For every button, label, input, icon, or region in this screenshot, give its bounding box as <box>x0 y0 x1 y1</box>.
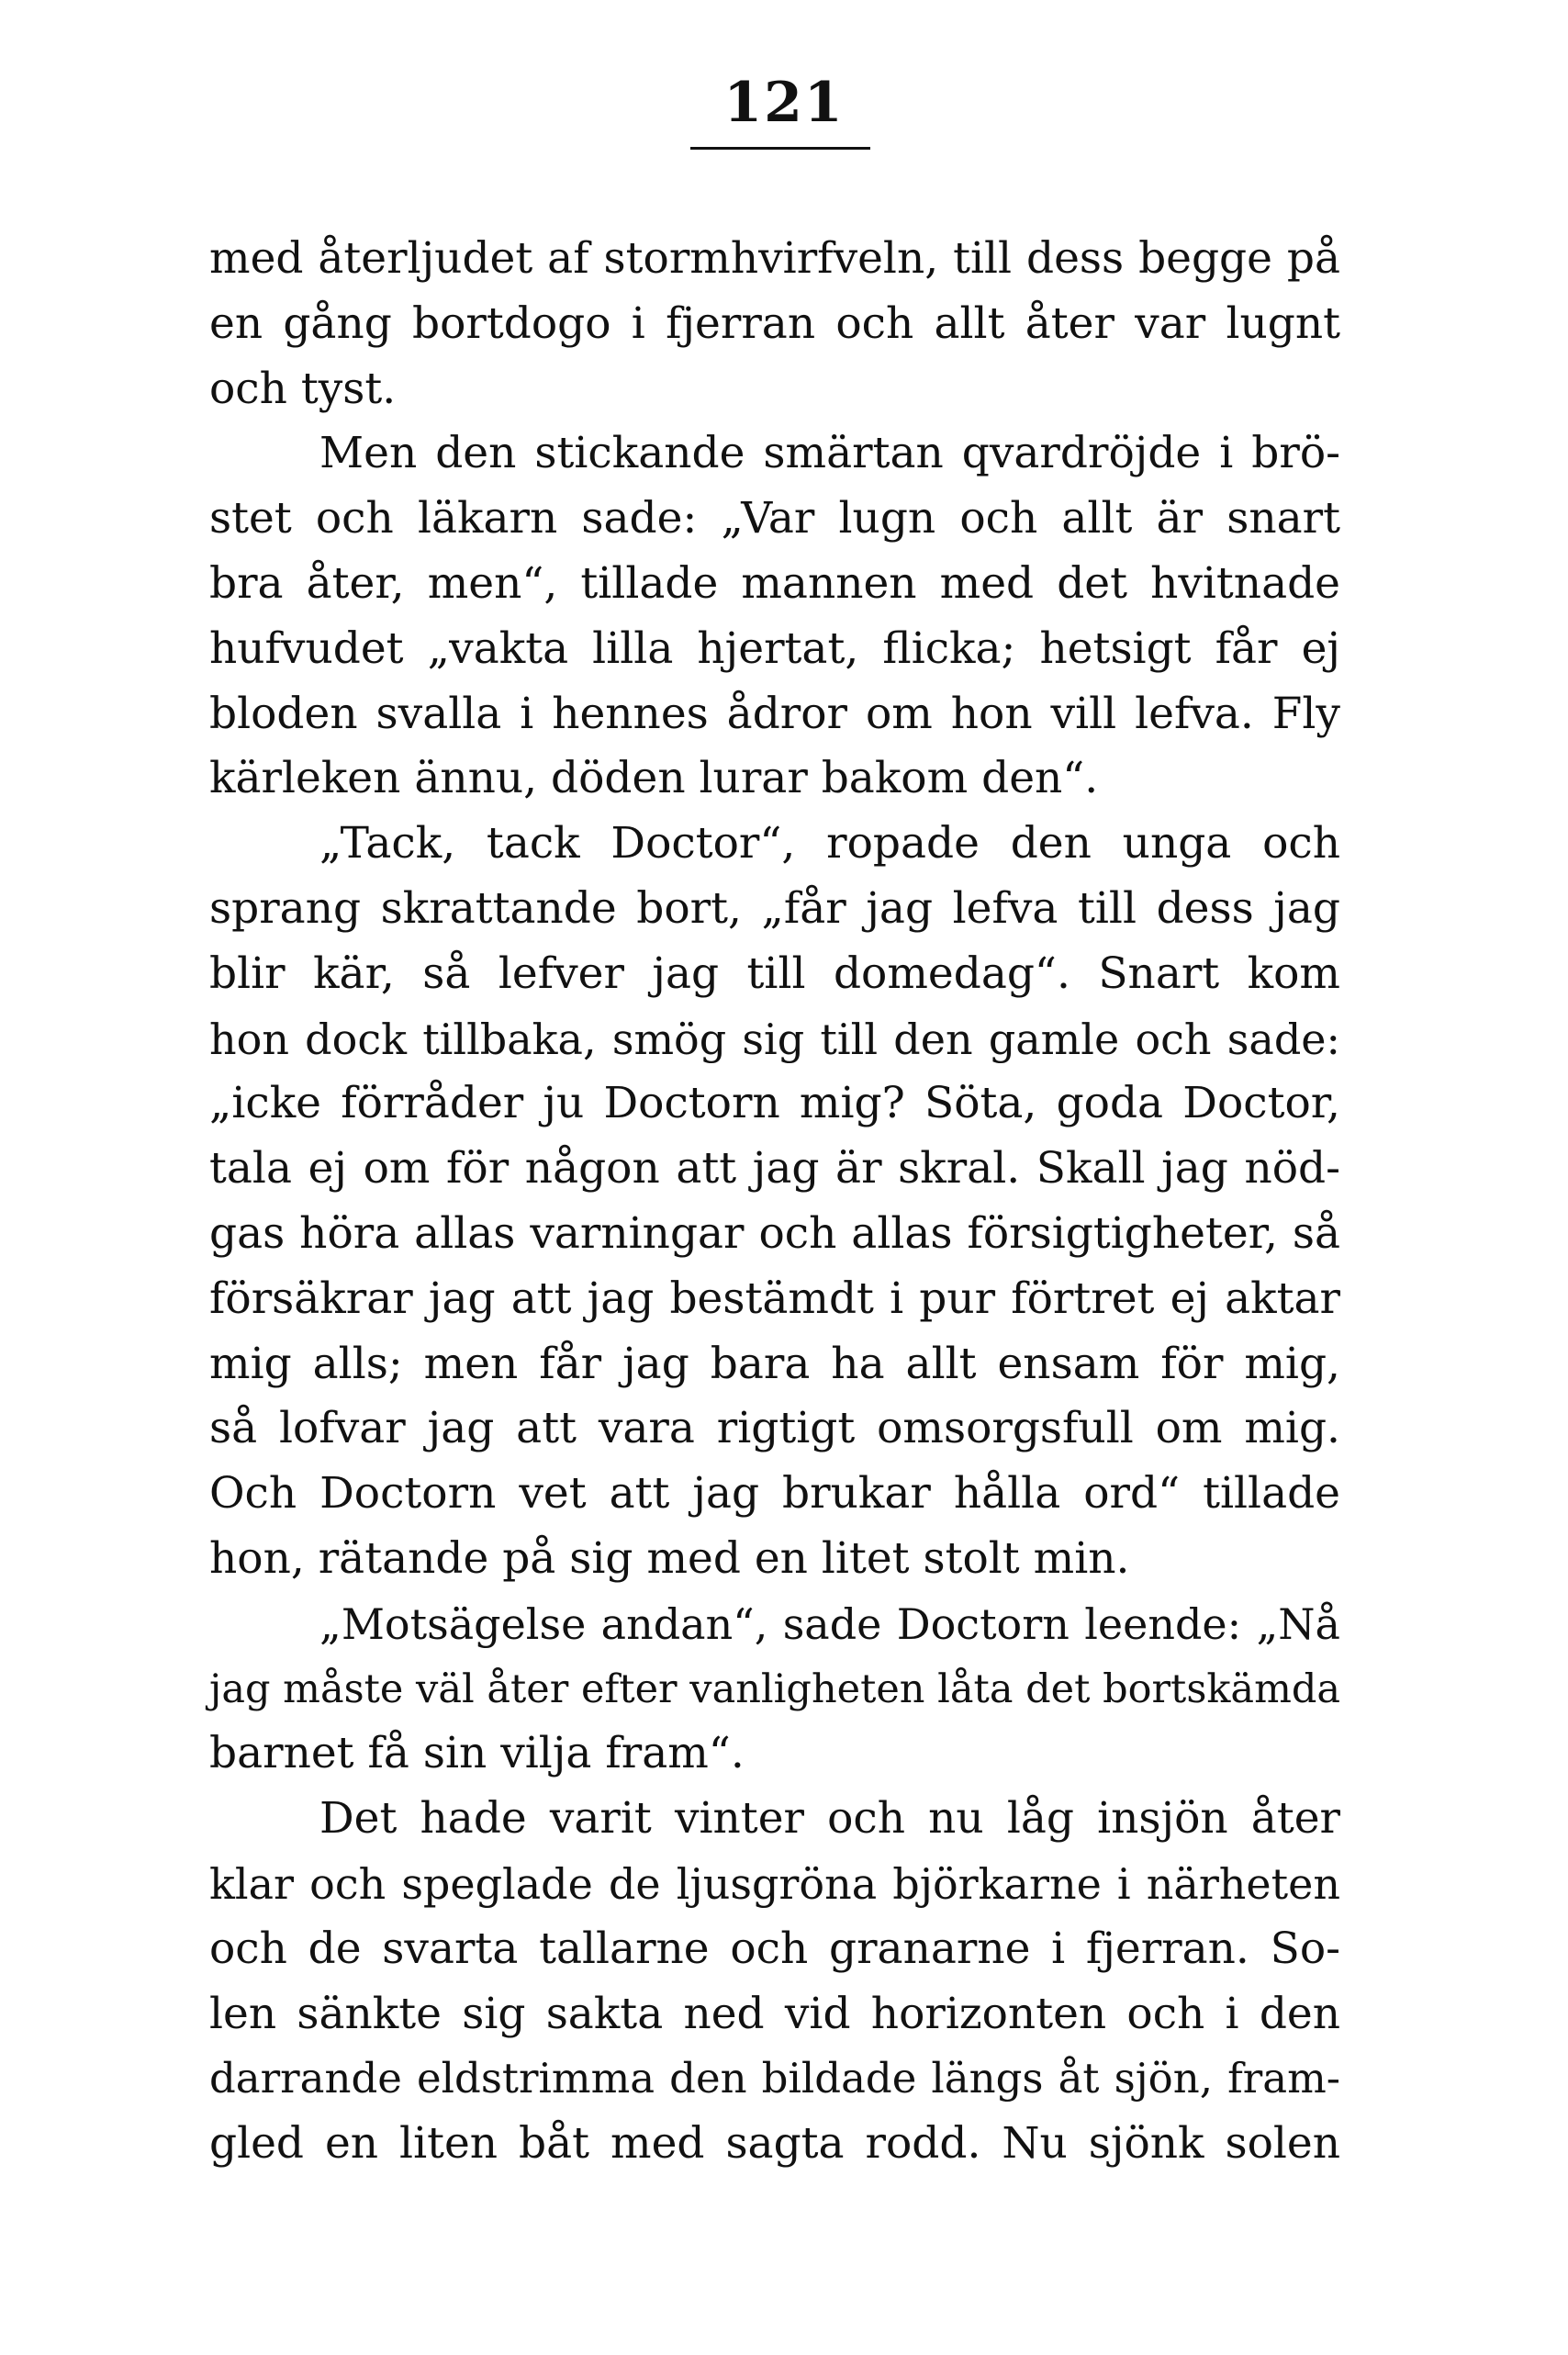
text-line: och tyst. <box>209 363 397 414</box>
header-rule <box>690 147 870 150</box>
text-line: hon, rätande på sig med en litet stolt min. <box>209 1532 1130 1584</box>
text-line: bloden svalla i hennes ådror om hon vill lefva. Fly <box>209 688 1340 739</box>
text-line: len sänkte sig sakta ned vid horizonten och i den <box>209 1988 1340 2039</box>
text-line: tala ej om för någon att jag är skral. Skall jag nöd- <box>209 1143 1340 1194</box>
text-line: försäkrar jag att jag bestämdt i pur förtret ej aktar <box>209 1273 1340 1324</box>
text-line: så lofvar jag att vara rigtigt omsorgsfull om mig. <box>209 1403 1340 1454</box>
body-text <box>209 227 1340 2177</box>
text-line: stet och läkarn sade: „Var lugn och allt är snart <box>209 493 1340 544</box>
text-line: kärleken ännu, döden lurar bakom den“. <box>209 753 1099 804</box>
text-line: gled en liten båt med sagta rodd. Nu sjönk solen <box>209 2118 1340 2170</box>
text-line: sprang skrattande bort, „får jag lefva till dess jag <box>209 882 1340 934</box>
text-line: och de svarta tallarne och granarne i fjerran. So- <box>209 1923 1340 1974</box>
text-line: en gång bortdogo i fjerran och allt åter var lugnt <box>209 297 1340 349</box>
text-line: barnet få sin vilja fram“. <box>209 1728 745 1779</box>
text-line: mig alls; men får jag bara ha allt ensam för mig, <box>209 1338 1340 1389</box>
text-line: Det hade varit vinter och nu låg insjön åter <box>319 1793 1340 1845</box>
text-line: blir kär, så lefver jag till domedag“. Snart kom <box>209 948 1340 999</box>
text-line: „Motsägelse andan“, sade Doctorn leende: „Nå <box>319 1598 1340 1649</box>
text-line: hon dock tillbaka, smög sig till den gamle och sade: <box>209 1014 1340 1064</box>
text-line: Och Doctorn vet att jag brukar hålla ord“ tillade <box>209 1468 1340 1520</box>
text-line: Men den stickande smärtan qvardröjde i brö- <box>319 428 1340 479</box>
text-line: hufvudet „vakta lilla hjertat, flicka; hetsigt får ej <box>209 622 1340 674</box>
text-line: darrande eldstrimma den bildade längs åt sjön, fram- <box>209 2054 1340 2103</box>
text-line: bra åter, men“, tillade mannen med det hvitnade <box>209 557 1340 609</box>
text-line: klar och speglade de ljusgröna björkarne i närheten <box>209 1858 1340 1909</box>
text-line: „Tack, tack Doctor“, ropade den unga och <box>319 818 1340 869</box>
text-line: gas höra allas varningar och allas försigtigheter, så <box>209 1207 1340 1259</box>
text-line: med återljudet af stormhvirfveln, till dess begge på <box>209 233 1340 284</box>
text-line: „icke förråder ju Doctorn mig? Söta, goda Doctor, <box>209 1078 1340 1129</box>
page-number: 121 <box>723 71 845 135</box>
text-line: jag måste väl åter efter vanligheten låta det bortskämda <box>209 1665 1341 1712</box>
